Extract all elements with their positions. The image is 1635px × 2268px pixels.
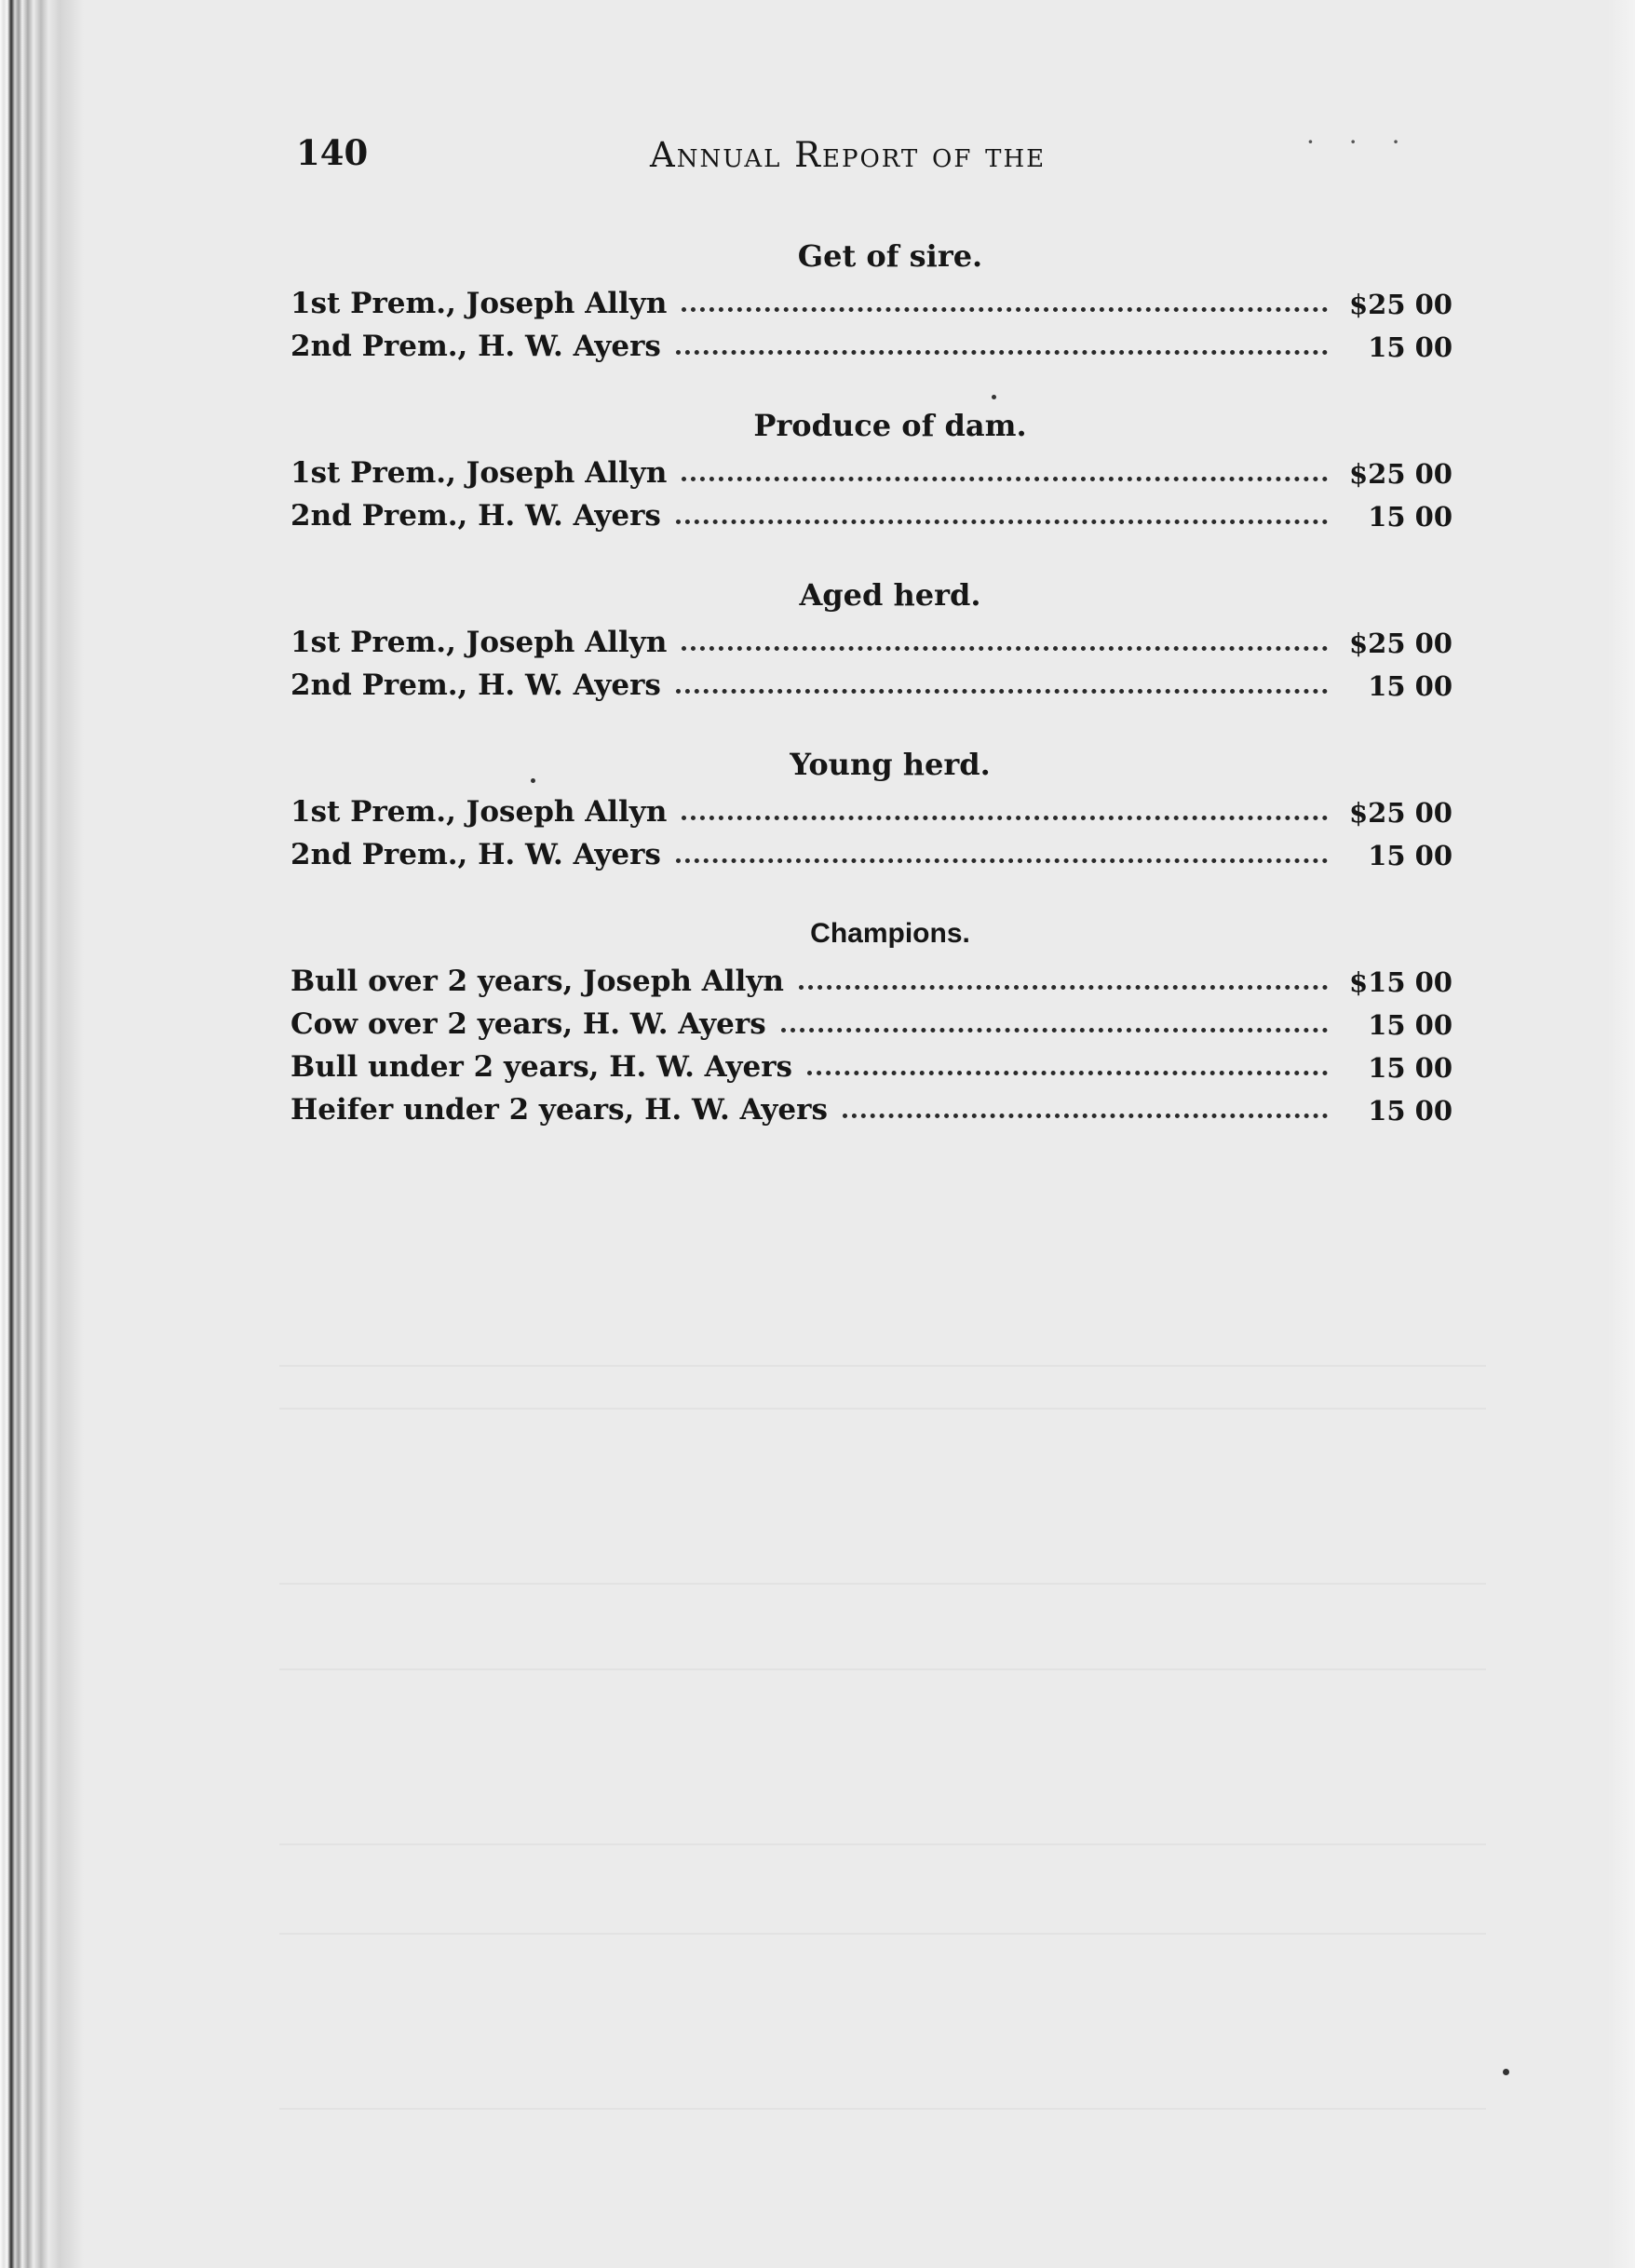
dot-leader [682,646,1328,651]
dot-leader [807,1071,1328,1075]
bleed-through-line [279,1583,1486,1585]
premium-row [291,955,1453,998]
bleed-through-line [279,1933,1486,1935]
premium-row [291,829,1453,871]
premium-label: 1st Prem., Joseph Allyn [291,456,668,490]
dot-leader [676,689,1328,694]
page-right-edge [1607,0,1635,2268]
premium-amount: $25 00 [1349,458,1453,490]
section-title: Get of sire. [797,238,983,274]
premium-label: 1st Prem., Joseph Allyn [291,287,668,320]
premium-amount: $25 00 [1349,797,1453,829]
premium-amount: 15 00 [1368,501,1453,533]
bleed-through-line [279,1408,1486,1410]
dot-leader [676,520,1328,524]
bleed-through-line [279,1365,1486,1367]
premium-label: Bull over 2 years, Joseph Allyn [291,965,784,998]
premium-label: 2nd Prem., H. W. Ayers [291,838,661,871]
dot-leader [843,1114,1328,1118]
premium-amount: $25 00 [1349,289,1453,320]
premium-row [291,786,1453,829]
section-young-herd [291,743,1453,871]
premium-label: 1st Prem., Joseph Allyn [291,795,668,829]
section-produce-of-dam [291,404,1453,533]
premium-label: Cow over 2 years, H. W. Ayers [291,1007,766,1041]
section-champions [291,912,1453,1127]
premium-label: 1st Prem., Joseph Allyn [291,626,668,659]
premium-label: Heifer under 2 years, H. W. Ayers [291,1093,828,1127]
premium-amount: 15 00 [1368,331,1453,363]
premium-label: 2nd Prem., H. W. Ayers [291,668,661,702]
premium-row [291,277,1453,320]
running-head [296,127,1451,179]
dot-leader [682,477,1328,481]
dot-leader [676,350,1328,355]
dot-leader [799,985,1328,990]
dot-leader [781,1028,1328,1033]
premium-row [291,998,1453,1041]
premium-label: 2nd Prem., H. W. Ayers [291,330,661,363]
premium-row [291,490,1453,533]
premium-amount: $15 00 [1349,966,1453,998]
dot-leader [682,816,1328,820]
book-gutter [0,0,84,2268]
section-get-of-sire [291,235,1453,363]
section-title: Aged herd. [799,577,981,613]
paper-speck [531,778,535,783]
premium-amount: 15 00 [1368,1052,1453,1084]
premium-list [291,235,1453,1168]
bleed-through-line [279,2108,1486,2110]
premium-row [291,659,1453,702]
dot-leader [676,858,1328,863]
premium-amount: 15 00 [1368,840,1453,871]
running-title: Annual Report of the [650,135,1047,175]
premium-amount: 15 00 [1368,1009,1453,1041]
premium-label: 2nd Prem., H. W. Ayers [291,499,661,533]
paper-speck [1503,2069,1509,2075]
paper-speck [992,395,996,399]
premium-label: Bull under 2 years, H. W. Ayers [291,1050,793,1084]
bleed-through-line [279,1843,1486,1845]
dot-leader [682,307,1328,312]
page-number: 140 [296,132,369,173]
section-title: Champions. [810,918,970,949]
premium-row [291,616,1453,659]
bleed-through-line [279,1668,1486,1670]
premium-row [291,1084,1453,1127]
premium-row [291,447,1453,490]
premium-amount: 15 00 [1368,1095,1453,1127]
premium-row [291,1041,1453,1084]
print-marks: · · · [1306,127,1413,157]
section-aged-herd [291,574,1453,702]
premium-row [291,320,1453,363]
premium-amount: $25 00 [1349,628,1453,659]
section-title: Produce of dam. [753,408,1027,443]
section-title: Young herd. [790,747,991,782]
premium-amount: 15 00 [1368,670,1453,702]
